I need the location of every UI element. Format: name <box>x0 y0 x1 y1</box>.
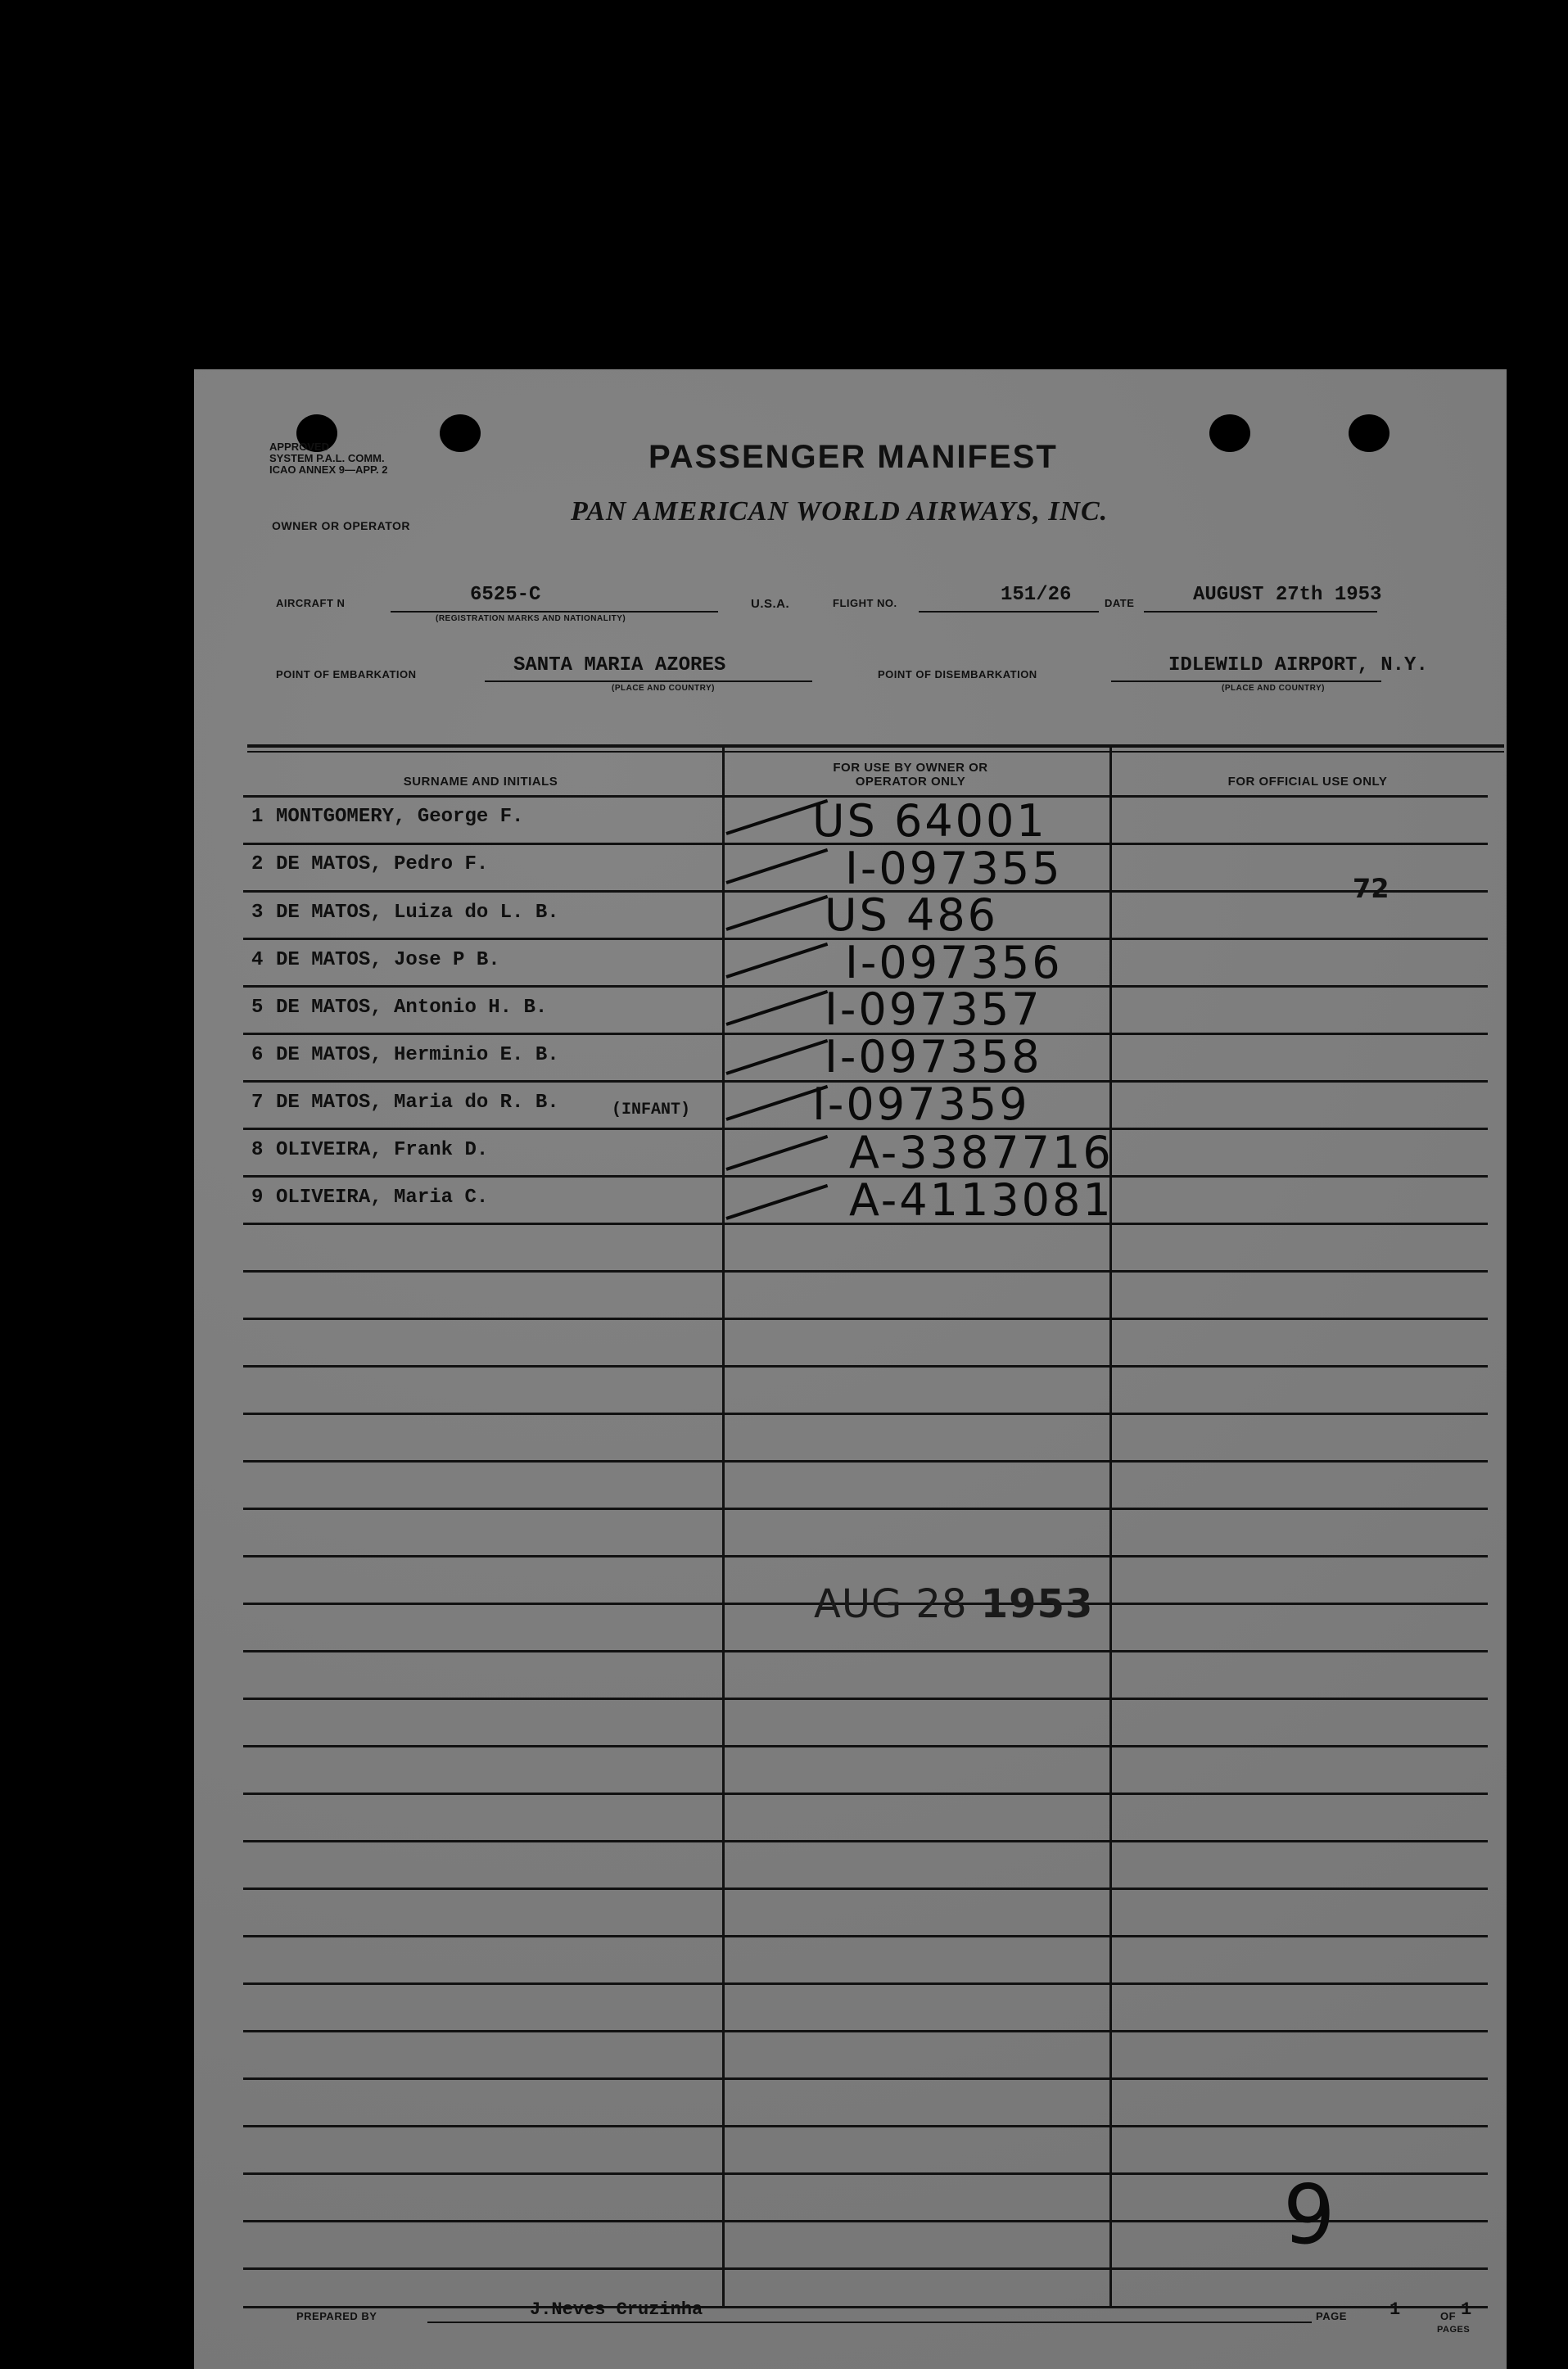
handwritten-page-number: 9 <box>1283 2167 1335 2263</box>
flight-label: FLIGHT NO. <box>833 597 897 609</box>
embarkation-underline <box>485 680 812 682</box>
date-label: DATE <box>1105 597 1135 609</box>
row-number: 2 <box>251 853 264 875</box>
stamp-date: AUG 28 <box>814 1581 981 1627</box>
passenger-name: DE MATOS, Antonio H. B. <box>276 997 548 1019</box>
document-title: PASSENGER MANIFEST <box>648 439 1058 475</box>
passenger-document-number: I-097355 <box>845 843 1063 894</box>
table-top-rule <box>247 744 1504 748</box>
row-number: 5 <box>251 997 264 1019</box>
check-mark <box>725 943 828 979</box>
prepared-by-label: PREPARED BY <box>296 2310 377 2322</box>
infant-note: (INFANT) <box>612 1101 691 1119</box>
pages-label: PAGES <box>1437 2325 1471 2335</box>
passenger-document-number: US 486 <box>825 889 999 941</box>
aircraft-value: 6525-C <box>470 584 541 606</box>
disembarkation-label: POINT OF DISEMBARKATION <box>878 668 1037 680</box>
prepared-by-underline <box>427 2322 1312 2323</box>
date-underline <box>1144 611 1377 613</box>
row-number: 3 <box>251 902 264 924</box>
row-number: 9 <box>251 1187 264 1209</box>
column-header-surname: SURNAME AND INITIALS <box>403 775 558 789</box>
disembarkation-sublabel: (PLACE AND COUNTRY) <box>1222 684 1325 693</box>
punch-hole <box>440 414 481 452</box>
check-mark <box>725 1135 828 1171</box>
table-top-rule <box>247 751 1504 753</box>
column-header-official-use: FOR OFFICIAL USE ONLY <box>1227 775 1388 789</box>
passenger-name: MONTGOMERY, George F. <box>276 806 524 828</box>
embarkation-value: SANTA MARIA AZORES <box>513 654 726 676</box>
passenger-document-number: I-097357 <box>825 983 1042 1035</box>
page-value: 1 <box>1390 2299 1401 2320</box>
punch-hole <box>1209 414 1250 452</box>
check-mark <box>725 990 828 1026</box>
passenger-name: OLIVEIRA, Maria C. <box>276 1187 489 1209</box>
owner-label: OWNER OR OPERATOR <box>272 519 410 532</box>
approval-line: APPROVED <box>269 441 329 453</box>
flight-underline <box>919 611 1099 613</box>
column-header-owner-use: FOR USE BY OWNER OR OPERATOR ONLY <box>833 761 988 789</box>
row-number: 8 <box>251 1139 264 1161</box>
stamp-year: 1953 <box>980 1581 1094 1627</box>
passenger-name: DE MATOS, Jose P B. <box>276 949 500 971</box>
passenger-document-number: US 64001 <box>812 795 1047 847</box>
passenger-name: DE MATOS, Luiza do L. B. <box>276 902 559 924</box>
passenger-name: DE MATOS, Pedro F. <box>276 853 489 875</box>
row-number: 7 <box>251 1092 264 1114</box>
passenger-name: DE MATOS, Herminio E. B. <box>276 1044 559 1066</box>
passenger-document-number: A-4113081 <box>849 1174 1114 1226</box>
check-mark <box>725 1039 828 1075</box>
manifest-sheet <box>194 369 1507 2369</box>
received-date-stamp <box>814 1581 1093 1627</box>
check-mark <box>725 895 828 931</box>
column-divider <box>1109 748 1112 2308</box>
passenger-document-number: I-097358 <box>825 1031 1042 1083</box>
owner-value: PAN AMERICAN WORLD AIRWAYS, INC. <box>571 496 1109 527</box>
aircraft-underline <box>391 611 718 613</box>
passenger-document-number: I-097359 <box>812 1078 1030 1130</box>
aircraft-label: AIRCRAFT N <box>276 597 346 609</box>
embarkation-label: POINT OF EMBARKATION <box>276 668 417 680</box>
row-number: 4 <box>251 949 264 971</box>
column-divider <box>722 748 725 2308</box>
date-value: AUGUST 27th 1953 <box>1193 584 1382 606</box>
page-label: PAGE <box>1316 2310 1347 2322</box>
official-use-note: 72 <box>1353 873 1390 904</box>
approval-line: ICAO ANNEX 9—APP. 2 <box>269 463 388 476</box>
disembarkation-value: IDLEWILD AIRPORT, N.Y. <box>1168 654 1428 676</box>
row-number: 1 <box>251 806 264 828</box>
disembarkation-underline <box>1111 680 1381 682</box>
punch-hole <box>1349 414 1390 452</box>
passenger-document-number: A-3387716 <box>849 1127 1114 1178</box>
embarkation-sublabel: (PLACE AND COUNTRY) <box>612 684 715 693</box>
prepared-by-value: J.Neves Cruzinha <box>530 2299 703 2320</box>
nationality-label: U.S.A. <box>751 597 790 611</box>
approval-line: SYSTEM P.A.L. COMM. <box>269 452 385 464</box>
row-number: 6 <box>251 1044 264 1066</box>
of-value: 1 <box>1461 2299 1472 2320</box>
passenger-document-number: I-097356 <box>845 937 1063 988</box>
check-mark <box>725 848 828 884</box>
passenger-name: OLIVEIRA, Frank D. <box>276 1139 489 1161</box>
aircraft-sublabel: (REGISTRATION MARKS AND NATIONALITY) <box>436 614 626 623</box>
of-label: OF <box>1440 2310 1457 2322</box>
flight-value: 151/26 <box>1001 584 1072 606</box>
passenger-name: DE MATOS, Maria do R. B. <box>276 1092 559 1114</box>
check-mark <box>725 1184 828 1220</box>
